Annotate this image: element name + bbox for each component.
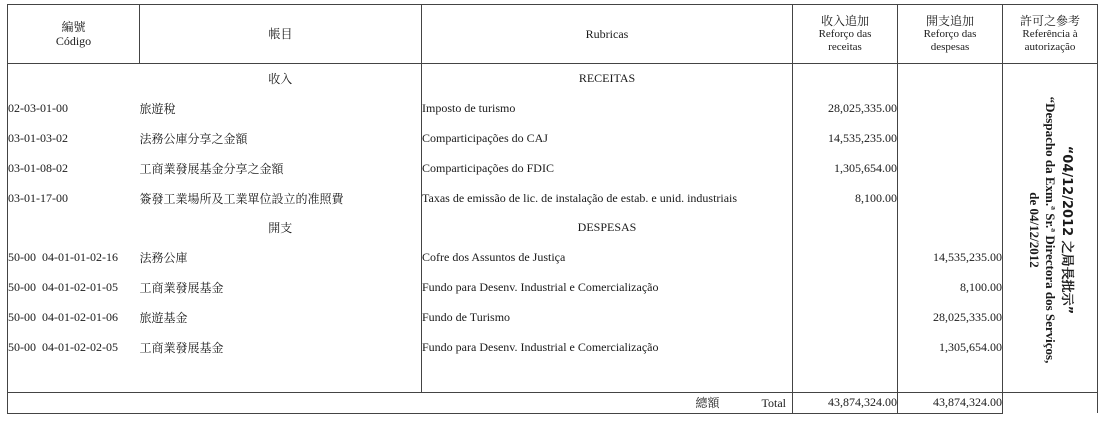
- authorization-line-1: “04/12/2012 之局長批示”: [1059, 145, 1074, 315]
- row-despesas-value: 14,535,235.00: [898, 243, 1003, 273]
- header-code-pt: Código: [55, 34, 92, 48]
- header-receitas: [793, 5, 898, 64]
- row-despesas-value: 8,100.00: [898, 273, 1003, 303]
- row-rubric: Fundo para Desenv. Industrial e Comercialização: [422, 273, 793, 303]
- row-code: 50-00 04-01-02-02-05: [8, 332, 140, 362]
- row-rubric: Fundo para Desenv. Industrial e Comercialização: [422, 332, 793, 362]
- table-row: [8, 153, 1098, 183]
- row-rubric: Comparticipações do CAJ: [422, 124, 793, 154]
- table-row: [8, 243, 1098, 273]
- row-code: 03-01-17-00: [8, 183, 140, 213]
- row-item-zh: 工商業發展基金: [139, 280, 224, 295]
- table-row: [8, 302, 1098, 332]
- total-label-zh: 總額: [695, 396, 720, 411]
- row-item-zh: 旅遊稅: [139, 102, 176, 117]
- authorization-reference: [1008, 92, 1092, 392]
- row-code: 50-00 04-01-02-01-05: [8, 273, 140, 303]
- row-rubric: Imposto de turismo: [422, 94, 793, 124]
- row-item-zh: 工商業發展基金: [139, 340, 224, 355]
- header-reference: [1003, 5, 1098, 64]
- section-despesas-zh: 開支: [268, 221, 293, 236]
- header-despesas-pt2: despesas: [930, 40, 970, 53]
- row-item-zh: 法務公庫: [139, 251, 188, 266]
- table-row: [8, 94, 1098, 124]
- header-item-zh: 帳目: [268, 27, 293, 41]
- table-body: [8, 64, 1098, 393]
- spacer-row: [8, 362, 1098, 392]
- header-despesas-zh: 開支追加: [925, 13, 974, 28]
- header-row: [8, 5, 1098, 64]
- header-rubric-pt: Rubricas: [585, 27, 629, 41]
- section-receitas-pt: RECEITAS: [422, 64, 793, 94]
- row-receitas-value: 14,535,235.00: [793, 124, 898, 154]
- total-despesas: 43,874,324.00: [898, 392, 1003, 413]
- header-item: [140, 5, 422, 64]
- header-despesas: [898, 5, 1003, 64]
- budget-table-frame: [7, 4, 1097, 411]
- authorization-line-2: “Despacho da Exm.ª Sr.ª Directora dos Serviços,: [1043, 96, 1058, 364]
- row-code: 02-03-01-00: [8, 94, 140, 124]
- header-receitas-pt1: Reforço das: [818, 27, 872, 40]
- row-receitas-value: 8,100.00: [793, 183, 898, 213]
- header-reference-pt1: Referência à: [1022, 27, 1078, 40]
- total-label-pt: Total: [761, 396, 786, 411]
- header-despesas-pt1: Reforço das: [923, 27, 977, 40]
- table-row: [8, 124, 1098, 154]
- header-code-zh: 編號: [61, 20, 86, 34]
- row-item-zh: 法務公庫分享之金額: [139, 131, 248, 146]
- section-receitas-zh: 收入: [268, 72, 293, 87]
- header-reference-pt2: autorização: [1024, 40, 1076, 53]
- row-receitas-value: 1,305,654.00: [793, 153, 898, 183]
- header-reference-zh: 許可之參考: [1019, 13, 1080, 28]
- header-rubric: [422, 5, 793, 64]
- row-code: 50-00 04-01-01-02-16: [8, 243, 140, 273]
- row-rubric: Fundo de Turismo: [422, 302, 793, 332]
- section-despesas-pt: DESPESAS: [422, 213, 793, 243]
- row-item-zh: 旅遊基金: [139, 310, 188, 325]
- authorization-line-3: de 04/12/2012: [1027, 192, 1042, 268]
- row-code: 03-01-08-02: [8, 153, 140, 183]
- row-rubric: Cofre dos Assuntos de Justiça: [422, 243, 793, 273]
- row-item-zh: 簽發工業場所及工業單位設立的准照費: [139, 191, 344, 206]
- header-receitas-zh: 收入追加: [820, 13, 869, 28]
- row-despesas-value: 1,305,654.00: [898, 332, 1003, 362]
- row-code: 03-01-03-02: [8, 124, 140, 154]
- table-row: [8, 183, 1098, 213]
- authorization-text: [1026, 90, 1074, 370]
- row-rubric: Taxas de emissão de lic. de instalação de estab. e unid. industriais: [422, 183, 793, 213]
- section-despesas-row: [8, 213, 1098, 243]
- row-despesas-value: 28,025,335.00: [898, 302, 1003, 332]
- total-row: [8, 392, 1098, 413]
- header-receitas-pt2: receitas: [828, 40, 862, 53]
- budget-table: [7, 4, 1098, 414]
- row-rubric: Comparticipações do FDIC: [422, 153, 793, 183]
- table-row: [8, 273, 1098, 303]
- row-item-zh: 工商業發展基金分享之金額: [139, 161, 284, 176]
- section-receitas-row: [8, 64, 1098, 94]
- row-code: 50-00 04-01-02-01-06: [8, 302, 140, 332]
- header-code: [8, 5, 140, 64]
- row-receitas-value: 28,025,335.00: [793, 94, 898, 124]
- total-receitas: 43,874,324.00: [793, 392, 898, 413]
- table-row: [8, 332, 1098, 362]
